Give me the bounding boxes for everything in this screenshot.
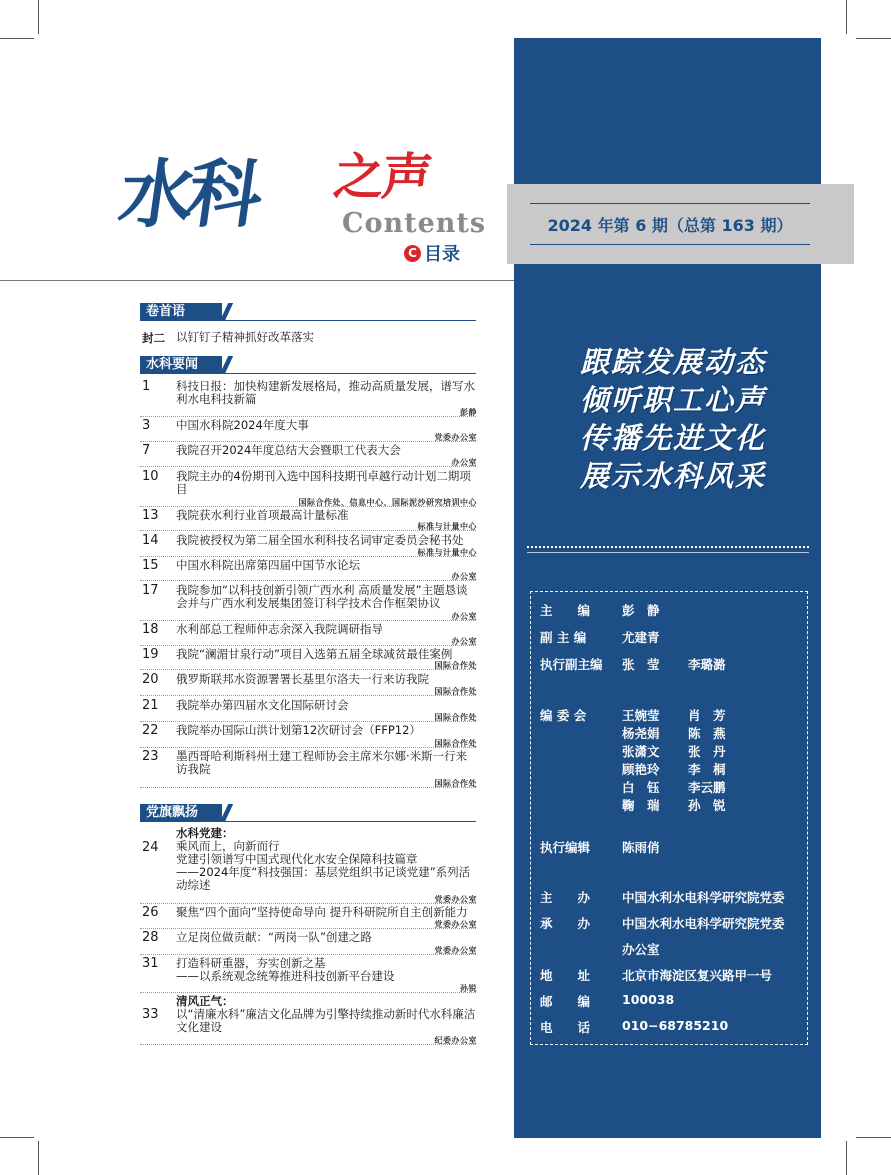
toc-title: 我院获水利行业首项最高计量标准 [176, 508, 349, 522]
toc-author: 办公室 [451, 612, 477, 621]
undertake-2: 办公室 [622, 942, 660, 957]
editor-label: 主 编 [540, 603, 591, 618]
copyright-icon: C [404, 245, 421, 262]
toc-title: 以“清廉水科”廉洁文化品牌为引擎持续推动新时代水科廉洁文化建设 [176, 1007, 476, 1034]
toc-divider [140, 506, 476, 507]
toc-divider [140, 441, 476, 442]
deputy-label: 副 主 编 [540, 630, 587, 645]
section-rule [140, 821, 476, 822]
board-member: 李 桐 [688, 762, 726, 777]
toc-heading: 水科党建： [176, 826, 234, 840]
toc-author: 国际合作处 [434, 661, 477, 670]
toc-title: 我院举办国际山洪计划第12次研讨会（FFP12） [176, 723, 421, 737]
toc-page: 18 [142, 622, 159, 637]
toc-title: 乘风而上，向新而行 [176, 839, 280, 853]
toc-author: 国际合作处 [434, 713, 477, 722]
toc-page: 封二 [142, 331, 165, 345]
address: 北京市海淀区复兴路甲一号 [622, 968, 773, 983]
toc-author: 国际合作处 [434, 739, 477, 748]
host-label: 主 办 [540, 890, 591, 905]
toc-title: 我院召开2024年度总结大会暨职工代表大会 [176, 443, 401, 457]
phone-label: 电 话 [540, 1020, 591, 1035]
board-member: 陈 燕 [688, 726, 726, 741]
toc-page: 1 [142, 379, 151, 394]
board-member: 白 钰 [622, 780, 660, 795]
editor: 彭 静 [622, 603, 660, 618]
toc-page: 31 [142, 956, 159, 971]
slogan-1: 跟踪发展动态 [580, 345, 767, 379]
toc-divider [140, 620, 476, 621]
crop-mark [0, 1137, 34, 1138]
toc-page: 19 [142, 647, 159, 662]
toc-title: 我院被授权为第二届全国水利科技名词审定委员会秘书处 [176, 533, 464, 547]
exec-deputy-1: 张 莹 [622, 657, 660, 672]
toc-page: 23 [142, 749, 159, 764]
masthead-title-accent: 之声 [330, 148, 434, 206]
masthead [113, 148, 510, 270]
crop-mark [846, 0, 847, 34]
exec-deputy-label: 执行副主编 [540, 657, 603, 672]
toc-page: 17 [142, 583, 159, 598]
toc-page: 21 [142, 698, 159, 713]
toc-title: 中国水科院出席第四届中国节水论坛 [176, 558, 360, 572]
toc-page: 33 [142, 1007, 159, 1022]
board-label: 编 委 会 [540, 708, 587, 723]
crop-mark [38, 0, 39, 34]
toc-title: 打造科研重器，夯实创新之基 [176, 956, 326, 970]
exec-editor-label: 执行编辑 [540, 840, 591, 855]
toc-title: 我院“澜湄甘泉行动”项目入选第五届全球减贫最佳案例 [176, 647, 453, 661]
crop-mark [38, 1141, 39, 1175]
mulu-label: 目录 [424, 244, 460, 265]
toc-page: 20 [142, 672, 159, 687]
toc-divider [140, 747, 476, 748]
toc-divider [140, 530, 476, 531]
crop-mark [0, 38, 34, 39]
toc-divider [140, 695, 476, 696]
toc-title: 我院参加“以科技创新引领广西水利 高质量发展”主题恳谈会并与广西水利发展集团签订科学技术合作框架协议 [176, 583, 468, 610]
section-header [140, 356, 476, 374]
board-member: 顾艳玲 [622, 762, 660, 777]
toc-divider [140, 721, 476, 722]
crop-mark [856, 1137, 891, 1138]
section-rule [140, 373, 476, 374]
toc-author: 国际合作处、信息中心、国际泥沙研究培训中心 [298, 498, 477, 507]
toc-page: 14 [142, 533, 159, 548]
exec-editor: 陈雨俏 [622, 840, 660, 855]
toc-title: 墨西哥哈利斯科州土建工程师协会主席米尔娜·米斯一行来访我院 [176, 749, 468, 776]
toc-author: 标准与计量中心 [417, 522, 477, 531]
toc-title: 我院举办第四届水文化国际研讨会 [176, 698, 349, 712]
phone: 010−68785210 [622, 1018, 729, 1033]
toc-title: 党建引领谱写中国式现代化水安全保障科技篇章 [176, 852, 418, 866]
toc-author: 党委办公室 [434, 895, 477, 904]
toc-author: 纪委办公室 [434, 1036, 477, 1045]
toc-author: 党委办公室 [434, 920, 477, 929]
section-rule [140, 320, 476, 321]
board-member: 李云鹏 [688, 780, 726, 795]
toc-title: 俄罗斯联邦水资源署署长基里尔洛夫一行来访我院 [176, 672, 429, 686]
masthead-mulu [404, 240, 460, 266]
zip-label: 邮 编 [540, 994, 591, 1009]
divider [527, 552, 809, 553]
section-header [140, 303, 476, 321]
masthead-subtitle: Contents [342, 208, 487, 239]
toc-divider [140, 787, 476, 788]
toc-title: 我院主办的4份期刊入选中国科技期刊卓越行动计划二期项目 [176, 469, 471, 496]
deputy: 尤建青 [622, 630, 660, 645]
toc-author: 党委办公室 [434, 946, 477, 955]
undertake-label: 承 办 [540, 916, 591, 931]
crop-mark [846, 1141, 847, 1175]
toc-author: 国际合作处 [434, 779, 477, 788]
toc-divider [140, 928, 476, 929]
section-title: 党旗飘扬 [140, 804, 222, 822]
toc-title: 中国水科院2024年度大事 [176, 418, 309, 432]
toc-divider [140, 416, 476, 417]
toc-author: 孙锐 [460, 984, 477, 993]
slogan-3: 传播先进文化 [580, 421, 767, 455]
exec-deputy-2: 李璐潞 [688, 657, 726, 672]
toc-divider [140, 466, 476, 467]
masthead-title: 水科 [113, 152, 263, 238]
toc-page: 28 [142, 930, 159, 945]
toc-page: 13 [142, 508, 159, 523]
toc-title: ——2024年度“科技强国：基层党组织书记谈党建”系列活动综述 [176, 865, 471, 892]
toc-page: 24 [142, 840, 159, 855]
address-label: 地 址 [540, 968, 591, 983]
toc-author: 办公室 [451, 637, 477, 646]
section-title: 水科要闻 [140, 356, 222, 374]
section-title: 卷首语 [140, 303, 222, 321]
toc-title: ——以系统观念统筹推进科技创新平台建设 [176, 969, 395, 983]
board-member: 王婉莹 [622, 708, 660, 723]
toc-page: 10 [142, 469, 159, 484]
toc-page: 26 [142, 905, 159, 920]
board-member: 肖 芳 [688, 708, 726, 723]
board-member: 张 丹 [688, 744, 726, 759]
section-header [140, 804, 476, 822]
board-member: 杨尧娟 [622, 726, 660, 741]
toc-divider [140, 992, 476, 993]
toc-divider [140, 556, 476, 557]
board-member: 鞠 瑞 [622, 798, 660, 813]
host: 中国水利水电科学研究院党委 [622, 890, 785, 905]
board-member: 张潇文 [622, 744, 660, 759]
toc-author: 标准与计量中心 [417, 548, 477, 557]
masthead-rule [0, 280, 514, 281]
toc-page: 15 [142, 558, 159, 573]
toc-author: 党委办公室 [434, 433, 477, 442]
toc-author: 办公室 [451, 458, 477, 467]
toc-divider [140, 1044, 476, 1045]
toc-author: 彭静 [460, 408, 477, 417]
toc-title: 聚焦“四个面向”坚持使命导向 提升科研院所自主创新能力 [176, 905, 468, 919]
toc-page: 22 [142, 723, 159, 738]
toc-title: 立足岗位做贡献：“两岗一队”创建之路 [176, 930, 372, 944]
toc-divider [140, 645, 476, 646]
slogan-2: 倾听职工心声 [580, 383, 767, 417]
toc-divider [140, 669, 476, 670]
toc-page: 7 [142, 443, 151, 458]
zip: 100038 [622, 992, 675, 1007]
toc-divider [140, 954, 476, 955]
undertake: 中国水利水电科学研究院党委 [622, 916, 785, 931]
toc-heading: 清风正气： [176, 994, 234, 1008]
toc-divider [140, 903, 476, 904]
toc-title: 以钉钉子精神抓好改革落实 [176, 330, 314, 344]
crop-mark [856, 38, 891, 39]
issue-number: 2024 年第 6 期（总第 163 期） [530, 203, 810, 245]
toc-author: 办公室 [451, 572, 477, 581]
toc-page: 3 [142, 418, 151, 433]
toc-divider [140, 580, 476, 581]
toc-title: 科技日报：加快构建新发展格局，推动高质量发展，谱写水利水电科技新篇 [176, 379, 475, 406]
divider [527, 546, 809, 548]
toc-author: 国际合作处 [434, 687, 477, 696]
toc-title: 水利部总工程师仲志余深入我院调研指导 [176, 622, 383, 636]
slogan-4: 展示水科风采 [580, 459, 767, 493]
board-member: 孙 锐 [688, 798, 726, 813]
